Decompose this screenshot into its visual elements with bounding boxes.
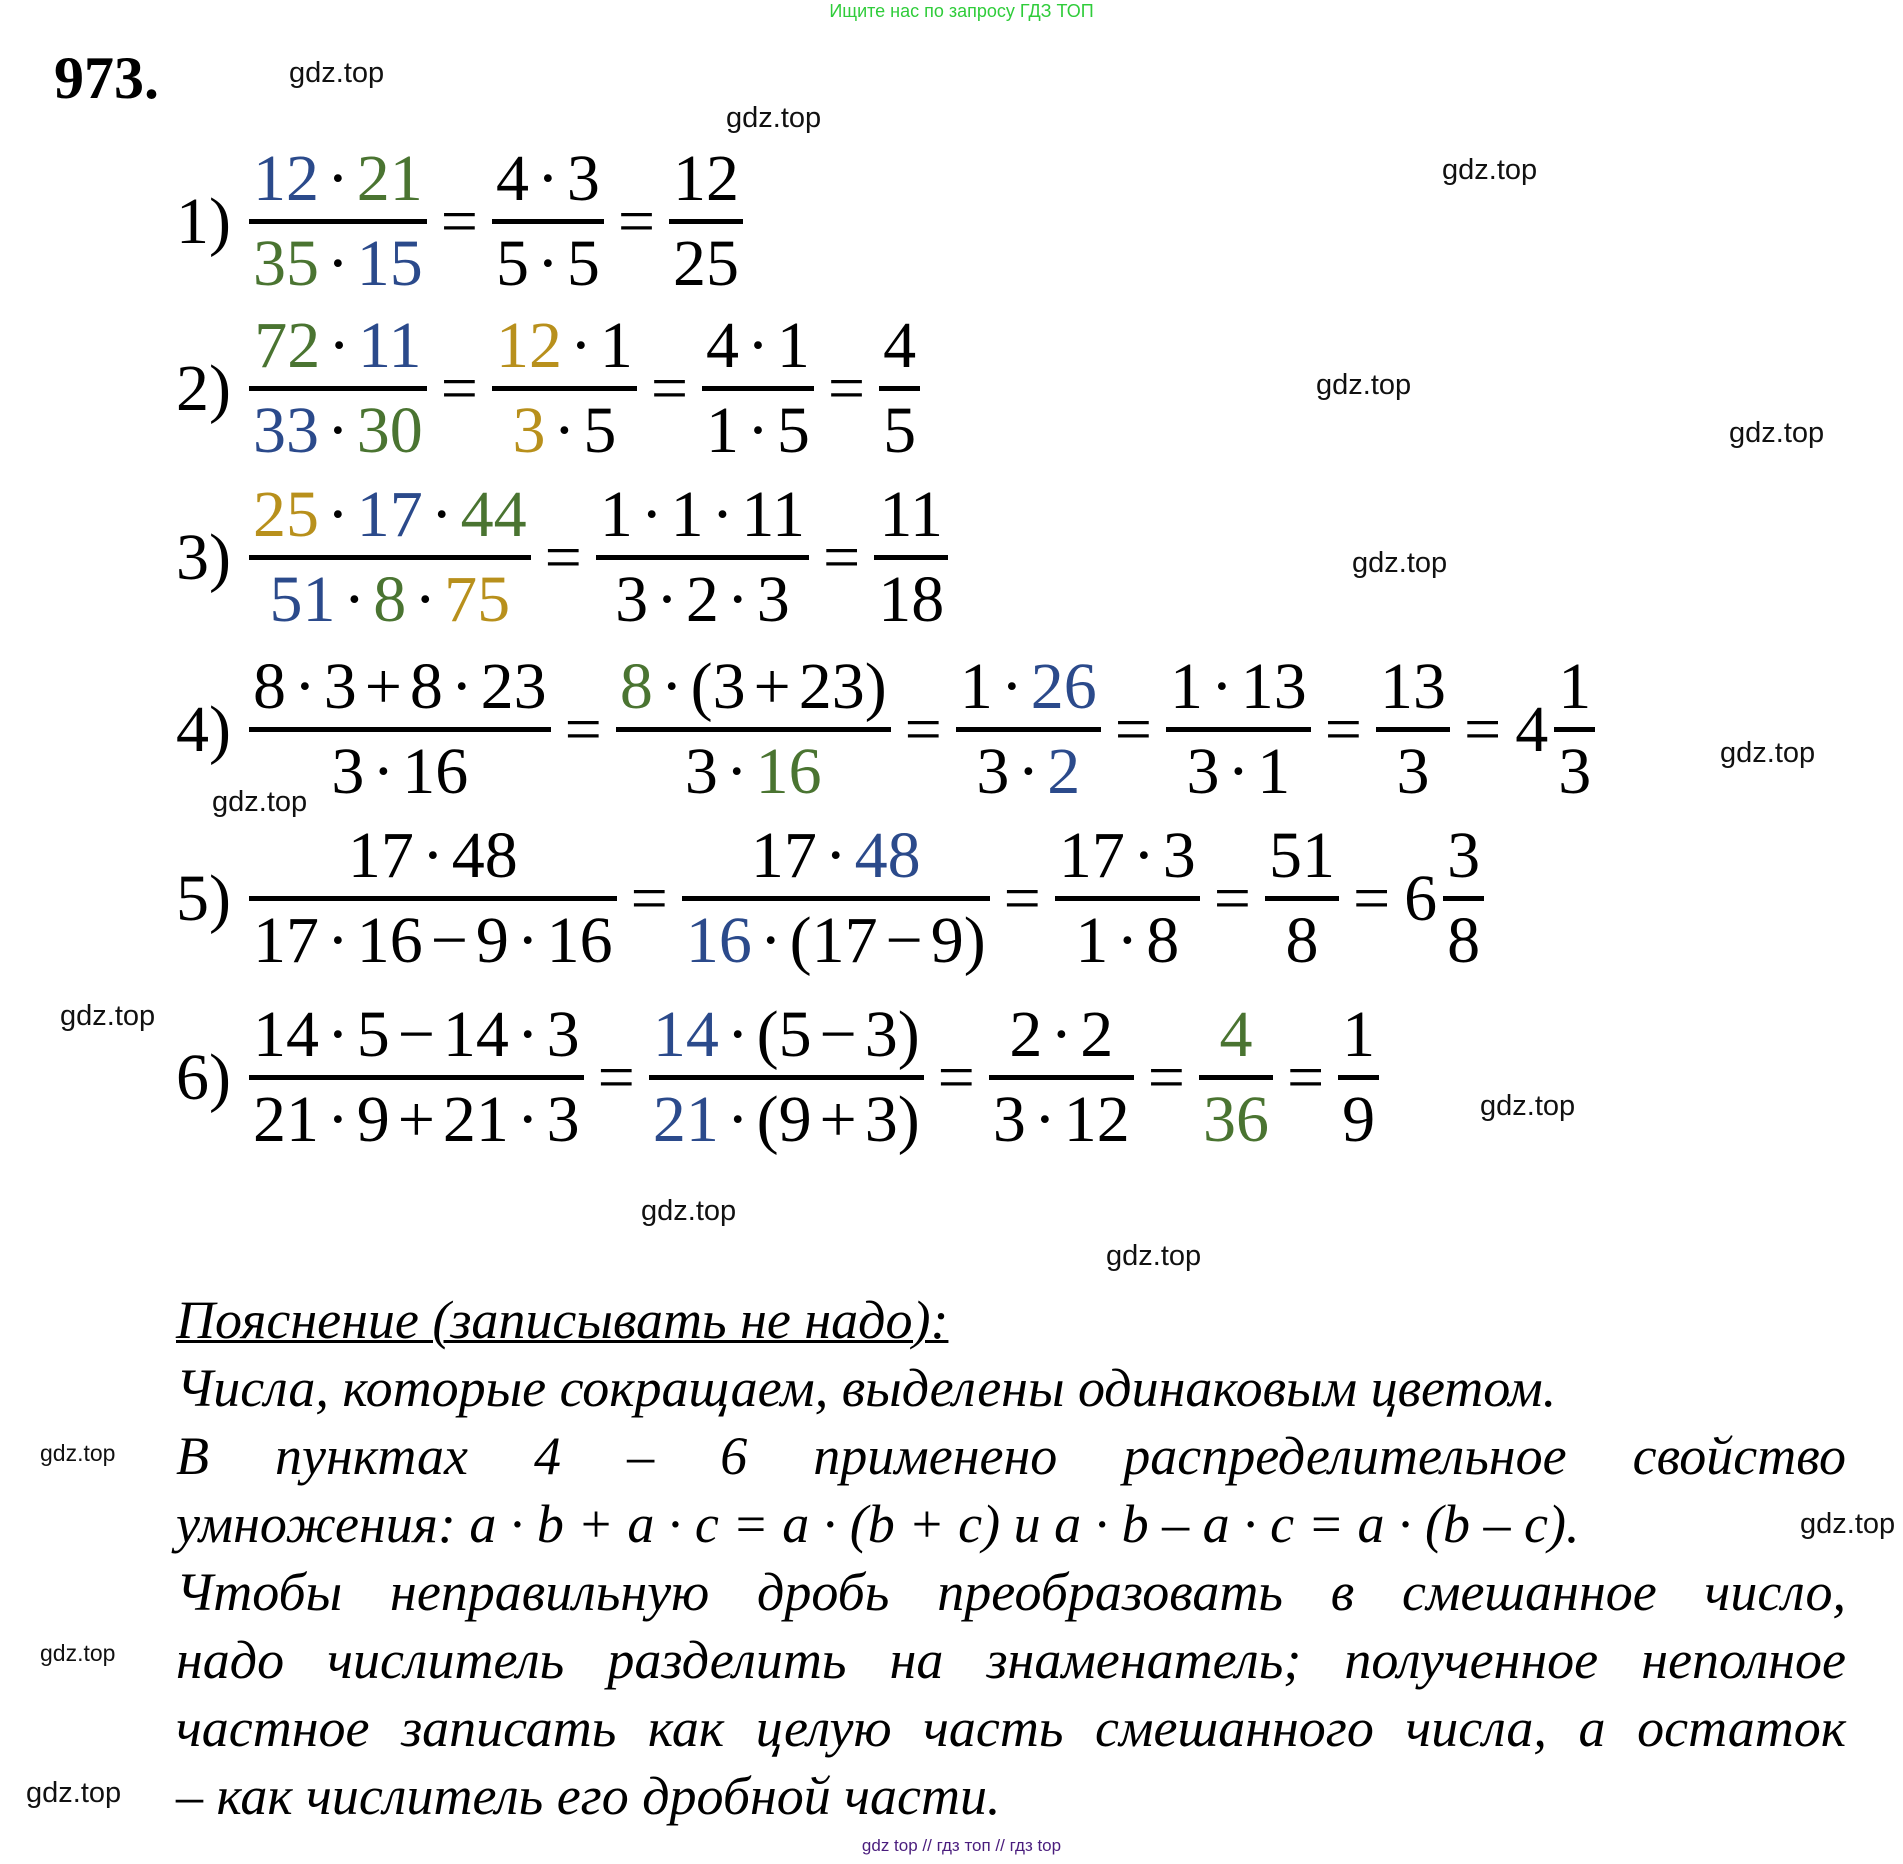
operator: ·	[536, 227, 559, 300]
operator: ·	[746, 394, 769, 467]
highlighted-number: 16	[685, 904, 752, 977]
number: 3	[1396, 735, 1430, 808]
highlighted-number: 51	[269, 563, 336, 636]
equals-sign: =	[1213, 861, 1251, 935]
highlighted-number: 12	[252, 142, 319, 215]
item-label: 4)	[176, 692, 231, 766]
equals-sign: =	[937, 1040, 975, 1114]
search-hint-banner: Ищите нас по запросу ГДЗ ТОП	[829, 1, 1094, 21]
numerator	[669, 139, 743, 219]
number: 16	[402, 735, 469, 808]
number: 5	[883, 394, 917, 467]
highlighted-number: 12	[496, 309, 563, 382]
number: 9	[356, 1083, 390, 1156]
operator: ·	[326, 227, 349, 300]
operator: ·	[1050, 998, 1073, 1071]
watermark: gdz.top	[1729, 417, 1825, 449]
number: 3	[976, 735, 1010, 808]
operator: ·	[640, 478, 663, 551]
solution-row	[176, 995, 1379, 1160]
operator: ·	[343, 563, 366, 636]
operator: −	[430, 904, 468, 977]
number: 3	[323, 650, 357, 723]
operator: ·	[1210, 650, 1233, 723]
watermark: gdz.top	[60, 1000, 156, 1032]
number: 1	[599, 309, 633, 382]
equals-sign: =	[630, 861, 668, 935]
operator: ·	[326, 142, 349, 215]
number: 13	[1240, 650, 1307, 723]
numerator	[1443, 816, 1484, 896]
number: 25	[673, 227, 740, 300]
number: 16	[546, 904, 613, 977]
footer-links: gdz top // гдз топ // гдз top	[861, 1836, 1062, 1855]
number: 3	[992, 1083, 1026, 1156]
number: 1	[706, 394, 740, 467]
denominator	[702, 391, 814, 471]
number: 2	[1080, 998, 1114, 1071]
fraction	[669, 139, 743, 304]
denominator	[249, 224, 427, 304]
operator: +	[819, 1083, 857, 1156]
solution-row	[176, 475, 948, 640]
denominator	[874, 560, 948, 640]
fraction	[1055, 816, 1200, 981]
watermark: gdz.top	[726, 102, 822, 134]
operator: ·	[414, 563, 437, 636]
numerator	[1376, 647, 1450, 727]
equals-sign: =	[440, 184, 479, 258]
equals-sign: =	[1352, 861, 1391, 935]
operator: ·	[660, 650, 683, 723]
equals-sign: =	[827, 351, 866, 425]
numerator	[249, 647, 551, 727]
numerator	[649, 995, 924, 1075]
highlighted-number: 11	[358, 309, 422, 382]
number: 3	[684, 735, 718, 808]
fraction	[249, 139, 427, 304]
number: 4	[883, 309, 917, 382]
number: 5	[566, 227, 600, 300]
equals-sign: =	[1003, 861, 1041, 935]
number: 17	[347, 819, 414, 892]
numerator	[492, 139, 604, 219]
denominator	[1338, 1080, 1379, 1160]
number: 8	[409, 650, 443, 723]
item-label: 2)	[176, 351, 231, 425]
denominator	[249, 901, 617, 981]
denominator	[492, 224, 604, 304]
operator: ·	[711, 478, 734, 551]
number: 3	[1558, 735, 1592, 808]
denominator	[879, 391, 920, 471]
highlighted-number: 48	[854, 819, 921, 892]
operator: −	[819, 998, 857, 1071]
numerator	[956, 647, 1101, 727]
denominator	[1182, 732, 1294, 812]
number: 11	[879, 478, 943, 551]
number: 8	[252, 650, 286, 723]
fraction	[249, 306, 427, 471]
numerator	[1265, 816, 1339, 896]
numerator	[492, 306, 637, 386]
fraction	[989, 995, 1134, 1160]
highlighted-number: 2	[1047, 735, 1081, 808]
equals-sign: =	[1286, 1040, 1325, 1114]
highlighted-number: 14	[652, 998, 719, 1071]
number: 8	[1447, 904, 1481, 977]
numerator	[1554, 647, 1595, 727]
number: 9)	[930, 904, 986, 977]
highlighted-number: 8	[373, 563, 407, 636]
denominator	[611, 560, 794, 640]
operator: ·	[1033, 1083, 1056, 1156]
number: 1	[1257, 735, 1291, 808]
denominator	[649, 1080, 924, 1160]
watermark: gdz.top	[26, 1777, 122, 1809]
denominator	[1281, 901, 1322, 981]
operator: ·	[536, 142, 559, 215]
highlighted-number: 26	[1030, 650, 1097, 723]
operator: ·	[326, 904, 349, 977]
fraction	[1199, 995, 1273, 1160]
operator: +	[364, 650, 402, 723]
number: 51	[1268, 819, 1335, 892]
fraction	[249, 816, 617, 981]
item-label: 6)	[176, 1040, 231, 1114]
highlighted-number: 16	[755, 735, 822, 808]
number: 12	[1063, 1083, 1130, 1156]
number: 9	[1342, 1083, 1376, 1156]
operator: ·	[450, 650, 473, 723]
operator: ·	[725, 735, 748, 808]
number: 8	[1146, 904, 1180, 977]
operator: −	[885, 904, 923, 977]
equals-sign: =	[440, 351, 479, 425]
denominator	[681, 732, 826, 812]
numerator	[1166, 647, 1311, 727]
watermark: gdz.top	[1442, 154, 1538, 186]
number: 17	[252, 904, 319, 977]
highlighted-number: 21	[652, 1083, 719, 1156]
denominator	[989, 1080, 1134, 1160]
fraction	[1554, 647, 1595, 812]
fraction	[596, 475, 809, 640]
number: 4	[706, 309, 740, 382]
watermark: gdz.top	[40, 1440, 116, 1466]
denominator	[1392, 732, 1433, 812]
number: 8	[1285, 904, 1319, 977]
number: 23)	[798, 650, 887, 723]
operator: ·	[293, 650, 316, 723]
operator: ·	[726, 1083, 749, 1156]
operator: ·	[1000, 650, 1023, 723]
highlighted-number: 21	[356, 142, 423, 215]
explanation-line: – как числитель его дробной части.	[176, 1766, 1001, 1826]
equals-sign: =	[1463, 692, 1502, 766]
explanation-line: надо числитель разделить на знаменатель; полученное неполное	[176, 1630, 1846, 1690]
watermark: gdz.top	[40, 1640, 116, 1666]
denominator	[327, 732, 472, 812]
equals-sign: =	[1114, 692, 1152, 766]
equals-sign: =	[822, 520, 861, 594]
number: 21	[252, 1083, 319, 1156]
equals-sign: =	[617, 184, 656, 258]
number: 17	[1058, 819, 1125, 892]
highlighted-number: 17	[356, 478, 423, 551]
solution-row	[176, 647, 1595, 812]
item-label: 1)	[176, 184, 231, 258]
number: 5	[356, 998, 390, 1071]
highlighted-number: 75	[444, 563, 511, 636]
numerator	[249, 995, 584, 1075]
number: (9	[756, 1083, 812, 1156]
highlighted-number: 25	[252, 478, 319, 551]
number: 2	[685, 563, 719, 636]
operator: ·	[516, 904, 539, 977]
operator: ·	[328, 309, 351, 382]
highlighted-number: 33	[252, 394, 319, 467]
watermark: gdz.top	[1316, 369, 1412, 401]
number: 1	[776, 309, 810, 382]
equals-sign: =	[904, 692, 942, 766]
fraction	[1338, 995, 1379, 1160]
number: 23	[480, 650, 547, 723]
fraction	[1166, 647, 1311, 812]
numerator	[616, 647, 891, 727]
number: 3)	[864, 1083, 920, 1156]
denominator	[509, 391, 621, 471]
operator: ·	[824, 819, 847, 892]
number: 3	[1447, 819, 1481, 892]
explanation-line: Чтобы неправильную дробь преобразовать в смешанное число,	[176, 1562, 1846, 1622]
number: (17	[789, 904, 878, 977]
fraction	[702, 306, 814, 471]
number: 3	[615, 563, 649, 636]
number: 3)	[864, 998, 920, 1071]
numerator	[747, 816, 925, 896]
number: 5	[583, 394, 617, 467]
number: 3	[1162, 819, 1196, 892]
operator: ·	[726, 563, 749, 636]
exercise-number: 973.	[54, 45, 159, 111]
numerator	[879, 306, 920, 386]
fraction	[874, 475, 948, 640]
highlighted-number: 36	[1202, 1083, 1269, 1156]
number: 14	[252, 998, 319, 1071]
operator: ·	[1017, 735, 1040, 808]
numerator	[875, 475, 947, 555]
item-label: 5)	[176, 861, 231, 935]
number: 1	[1169, 650, 1203, 723]
number: 14	[442, 998, 509, 1071]
denominator	[265, 560, 514, 640]
number: 2	[1009, 998, 1043, 1071]
number: 3	[546, 998, 580, 1071]
operator: ·	[1132, 819, 1155, 892]
numerator	[344, 816, 522, 896]
number: 1	[670, 478, 704, 551]
fraction	[879, 306, 920, 471]
operator: ·	[759, 904, 782, 977]
number: 9	[475, 904, 509, 977]
fraction	[616, 647, 891, 812]
explanation-heading: Пояснение (записывать не надо):	[176, 1290, 949, 1350]
equals-sign: =	[564, 692, 602, 766]
explanation-line: частное записать как целую часть смешанного числа, а остаток	[176, 1698, 1846, 1758]
operator: ·	[326, 1083, 349, 1156]
number: 1	[1075, 904, 1109, 977]
operator: ·	[421, 819, 444, 892]
fraction	[649, 995, 924, 1160]
numerator	[1055, 816, 1200, 896]
number: 5	[496, 227, 530, 300]
number: 3	[1186, 735, 1220, 808]
highlighted-number: 35	[252, 227, 319, 300]
fraction	[249, 475, 531, 640]
highlighted-number: 30	[356, 394, 423, 467]
numerator	[249, 475, 531, 555]
fraction	[492, 139, 604, 304]
numerator	[702, 306, 814, 386]
equals-sign: =	[650, 351, 689, 425]
explanation-line: В пунктах 4 – 6 применено распределительное свойство	[176, 1426, 1846, 1486]
operator: ·	[516, 1083, 539, 1156]
denominator	[1071, 901, 1183, 981]
operator: ·	[553, 394, 576, 467]
number: 3	[331, 735, 365, 808]
number: 21	[442, 1083, 509, 1156]
numerator	[1005, 995, 1117, 1075]
numerator	[1338, 995, 1379, 1075]
number: 1	[1342, 998, 1376, 1071]
watermark: gdz.top	[289, 57, 385, 89]
numerator	[1215, 995, 1256, 1075]
operator: ·	[430, 478, 453, 551]
operator: +	[397, 1083, 435, 1156]
number: 5	[776, 394, 810, 467]
fraction	[1443, 816, 1484, 981]
solution-row	[176, 306, 920, 471]
watermark: gdz.top	[1800, 1508, 1896, 1540]
denominator	[249, 1080, 584, 1160]
denominator	[669, 224, 743, 304]
highlighted-number: 8	[619, 650, 653, 723]
item-label: 3)	[176, 520, 231, 594]
operator: ·	[516, 998, 539, 1071]
operator: ·	[746, 309, 769, 382]
fraction	[249, 995, 584, 1160]
number: (5	[756, 998, 812, 1071]
operator: ·	[326, 394, 349, 467]
operator: ·	[726, 998, 749, 1071]
number: 13	[1379, 650, 1446, 723]
operator: ·	[569, 309, 592, 382]
operator: ·	[656, 563, 678, 636]
number: 18	[878, 563, 945, 636]
number: 11	[741, 478, 805, 551]
operator: ·	[326, 998, 349, 1071]
denominator	[249, 391, 427, 471]
highlighted-number: 44	[460, 478, 527, 551]
number: 3	[566, 142, 600, 215]
number: 4	[496, 142, 530, 215]
number: 16	[356, 904, 423, 977]
operator: +	[753, 650, 791, 723]
numerator	[596, 475, 809, 555]
highlighted-number: 3	[512, 394, 546, 467]
highlighted-number: 4	[1219, 998, 1253, 1071]
equals-sign: =	[1324, 692, 1362, 766]
operator: ·	[1116, 904, 1139, 977]
watermark: gdz.top	[1480, 1090, 1576, 1122]
fraction	[956, 647, 1101, 812]
denominator	[1554, 732, 1595, 812]
solution-row	[176, 139, 743, 304]
equals-sign: =	[1147, 1040, 1185, 1114]
highlighted-number: 15	[356, 227, 423, 300]
equals-sign: =	[597, 1040, 635, 1114]
number: (3	[690, 650, 746, 723]
number: 3	[756, 563, 790, 636]
watermark: gdz.top	[1106, 1240, 1202, 1272]
highlighted-number: 72	[254, 309, 321, 382]
watermark: gdz.top	[212, 786, 308, 818]
number: 17	[750, 819, 817, 892]
number: 1	[959, 650, 993, 723]
explanation-line: умножения: a · b + a · c = a · (b + c) и a · b – a · c = a · (b – c).	[176, 1494, 1580, 1554]
number: 48	[451, 819, 518, 892]
number: 1	[1558, 650, 1592, 723]
number: 1	[599, 478, 633, 551]
watermark: gdz.top	[1352, 547, 1448, 579]
mixed-whole-part: 4	[1515, 692, 1549, 766]
denominator	[972, 732, 1084, 812]
watermark: gdz.top	[1720, 737, 1816, 769]
fraction	[492, 306, 637, 471]
denominator	[1199, 1080, 1273, 1160]
numerator	[250, 306, 425, 386]
number: 3	[546, 1083, 580, 1156]
equals-sign: =	[544, 520, 582, 594]
operator: −	[397, 998, 435, 1071]
fraction	[682, 816, 990, 981]
watermark: gdz.top	[641, 1195, 737, 1227]
operator: ·	[1227, 735, 1250, 808]
denominator	[682, 901, 990, 981]
operator: ·	[326, 478, 349, 551]
mixed-whole-part: 6	[1404, 861, 1438, 935]
fraction	[1265, 816, 1339, 981]
numerator	[249, 139, 427, 219]
denominator	[1443, 901, 1484, 981]
explanation-line: Числа, которые сокращаем, выделены одинаковым цветом.	[176, 1358, 1557, 1418]
operator: ·	[372, 735, 395, 808]
fraction	[1376, 647, 1450, 812]
explanation	[176, 1286, 1846, 1830]
solution-row	[176, 816, 1484, 981]
number: 12	[673, 142, 740, 215]
